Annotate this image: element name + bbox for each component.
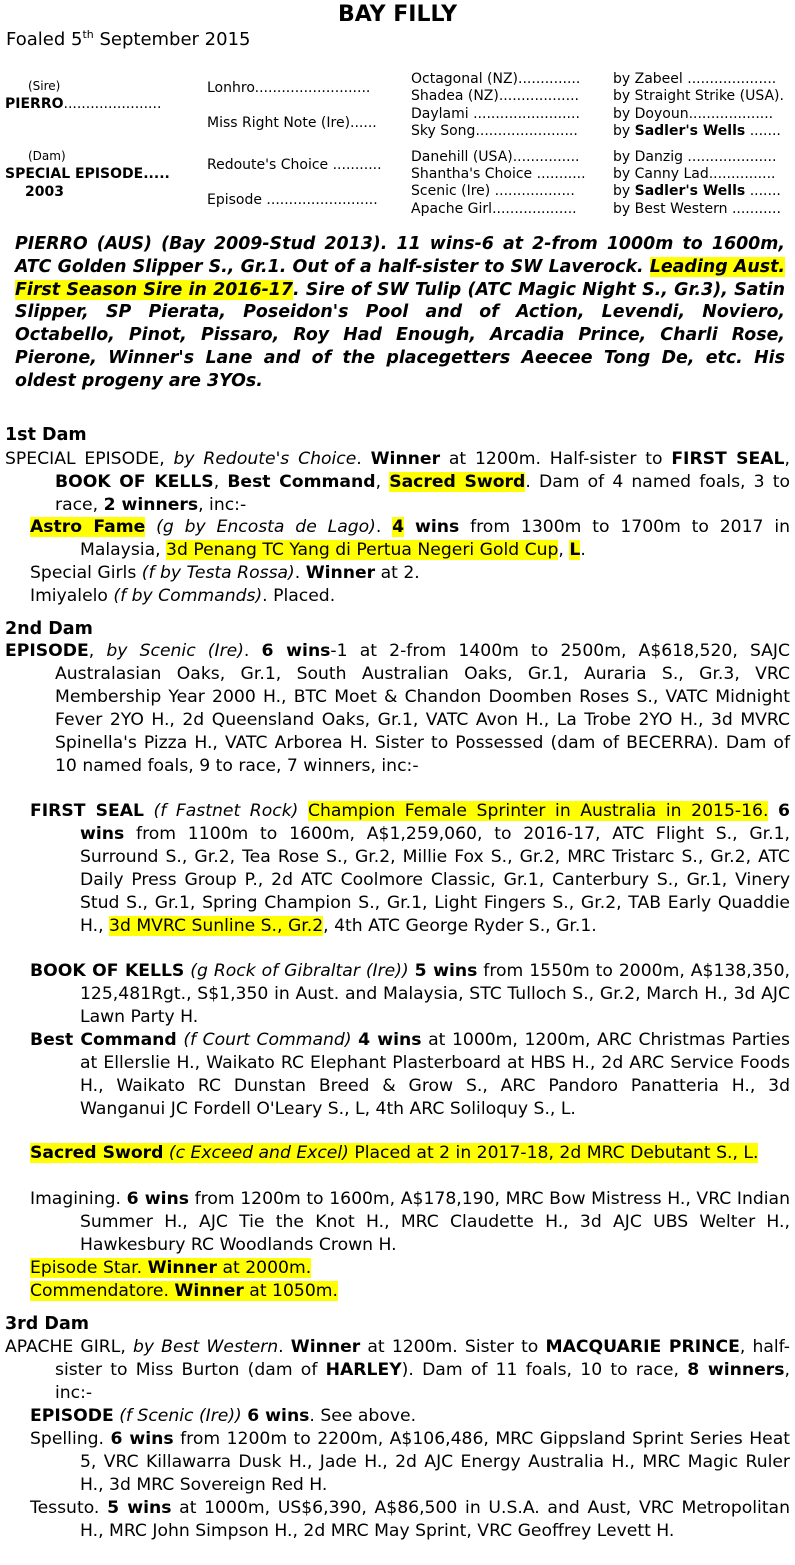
foaled-prefix: Foaled 5: [6, 29, 83, 50]
dam2-foal: Best Command (f Court Command) 4 wins at 1000m, 1200m, ARC Christmas Parties at Ellerslie H., Waikato RC Elephant Plasterboard at HBS H., 2d ARC Service Foods H., Waikato RC Dunstan Breed & Grow S., ARC Pandoro Panatteria H., 3d Wanganui JC Fordell O'Leary S., L, 4th ARC Soliloquy S., L.: [30, 1030, 790, 1119]
dam2-paragraph: EPISODE, by Scenic (Ire). 6 wins-1 at 2-from 1400m to 2500m, A$618,520, SAJC Australasian Oaks, Gr.1, South Australian Oaks, Gr.1, Auraria S., Gr.3, VRC Membership Year 2000 H., BTC Moet & Chandon Doomben Roses S., VATC Midnight Fever 2YO H., 2d Queensland Oaks, Gr.1, VATC Avon H., La Trobe 2YO H., 3d MVRC Spinella's Pizza H., VATC Arborea H. Sister to Possessed (dam of BECERRA). Dam of 10 named foals, 9 to race, 7 winners, inc:-: [5, 641, 790, 776]
foaled-suffix: September 2015: [93, 29, 251, 50]
pedigree-gen4-item: by Straight Strike (USA).: [613, 88, 784, 104]
dam2-foal: FIRST SEAL (f Fastnet Rock) Champion Female Sprinter in Australia in 2015-16. 6 wins from 1100m to 1600m, A$1,259,060, to 2016-17, ATC Flight S., Gr.1, Surround S., Gr.2, Tea Rose S., Gr.2, Millie Fox S., Gr.2, MRC Tristarc S., Gr.2, ATC Daily Press Group P., 2d ATC Coolmore Classic, Gr.1, Canterbury S., Gr.1, Vinery Stud S., Gr.1, Spring Champion S., Gr.1, Light Fingers S., Gr.2, TAB Early Quaddie H., 3d MVRC Sunline S., Gr.2, 4th ATC George Ryder S., Gr.1.: [30, 801, 790, 936]
dam2-foal: BOOK OF KELLS (g Rock of Gibraltar (Ire)) 5 wins from 1550m to 2000m, A$138,350, 125,481Rgt., S$1,350 in Aust. and Malaysia, STC Tulloch S., Gr.2, March H., 3d AJC Lawn Party H.: [30, 961, 790, 1027]
pedigree-gen4-item: by Doyoun...................: [613, 106, 774, 122]
pedigree-gen3-item: Scenic (Ire) ..................: [411, 183, 575, 199]
dam2-foal: Commendatore. Winner at 1050m.: [30, 1281, 338, 1301]
sire-label: (Sire): [28, 79, 61, 93]
dam1-foal: Astro Fame (g by Encosta de Lago). 4 wins from 1300m to 1700m to 2017 in Malaysia, 3d Penang TC Yang di Pertua Negeri Gold Cup, L.: [30, 517, 790, 560]
dam2-foal: Sacred Sword (c Exceed and Excel) Placed at 2 in 2017-18, 2d MRC Debutant S., L.: [30, 1143, 759, 1163]
pedigree-gen3-item: Shadea (NZ)..................: [411, 88, 579, 104]
dam3-foal: Spelling. 6 wins from 1200m to 2200m, A$106,486, MRC Gippsland Sprint Series Heat 5, VRC Killawarra Dusk H., Jade H., 2d AJC Energy Australia H., MRC Magic Ruler H., 3d MRC Sovereign Red H.: [30, 1429, 790, 1495]
pedigree-gen4-item: by Zabeel ....................: [613, 71, 777, 87]
pedigree-gen3-item: Octagonal (NZ)..............: [411, 71, 581, 87]
dam2-heading: 2nd Dam: [5, 619, 93, 639]
dam3-foal: EPISODE (f Scenic (Ire)) 6 wins. See above.: [30, 1406, 417, 1426]
dam-label: (Dam): [28, 149, 66, 163]
dam1-heading: 1st Dam: [5, 425, 87, 445]
pedigree-gen4-item: by Danzig ....................: [613, 149, 777, 165]
dam3-foal: Tessuto. 5 wins at 1000m, US$6,390, A$86,500 in U.S.A. and Aust, VRC Metropolitan H., MRC John Simpson H., 2d MRC May Sprint, VRC Geoffrey Levett H.: [30, 1498, 790, 1541]
dam1-paragraph: SPECIAL EPISODE, by Redoute's Choice. Winner at 1200m. Half-sister to FIRST SEAL, BOOK OF KELLS, Best Command, Sacred Sword. Dam of 4 named foals, 3 to race, 2 winners, inc:-: [5, 449, 790, 515]
pedigree-gen2-item: Miss Right Note (Ire)......: [207, 115, 377, 131]
dam-year: 2003: [25, 184, 64, 200]
dam2-foal: Imagining. 6 wins from 1200m to 1600m, A$178,190, MRC Bow Mistress H., VRC Indian Summer H., AJC Tie the Knot H., MRC Claudette H., 3d AJC UBS Welter H., Hawkesbury RC Woodlands Crown H.: [30, 1189, 790, 1255]
sire-name: PIERRO......................: [5, 96, 162, 112]
pedigree-gen4-item: by Best Western ...........: [613, 201, 781, 217]
pedigree-gen2-item: Episode .........................: [207, 192, 378, 208]
dam1-foal: Special Girls (f by Testa Rossa). Winner at 2.: [30, 563, 420, 583]
foaled-sup: th: [82, 28, 94, 41]
dam3-heading: 3rd Dam: [5, 1314, 89, 1334]
pedigree-gen2-item: Redoute's Choice ...........: [207, 157, 382, 173]
pedigree-gen3-item: Daylami ........................: [411, 106, 580, 122]
dam2-foal: Episode Star. Winner at 2000m.: [30, 1258, 312, 1278]
dam1-foal: Imiyalelo (f by Commands). Placed.: [30, 586, 336, 606]
pedigree-gen4-item: by Sadler's Wells .......: [613, 183, 781, 199]
foaled-date: [6, 28, 250, 50]
sire-paragraph: PIERRO (AUS) (Bay 2009-Stud 2013). 11 wins-6 at 2-from 1000m to 1600m, ATC Golden Slipper S., Gr.1. Out of a half-sister to SW Laverock. Leading Aust. First Season Sire in 2016-17. Sire of SW Tulip (ATC Magic Night S., Gr.3), Satin Slipper, SP Pierata, Poseidon's Pool and of Action, Levendi, Noviero, Octabello, Pinot, Pissaro, Roy Had Enough, Arcadia Prince, Charli Rose, Pierone, Winner's Lane and of the placegetters Aeecee Tong De, etc. His oldest progeny are 3YOs.: [15, 234, 786, 391]
pedigree-gen3-item: Sky Song.......................: [411, 123, 578, 139]
pedigree-gen2-item: Lonhro..........................: [207, 80, 371, 96]
dam3-paragraph: APACHE GIRL, by Best Western. Winner at 1200m. Sister to MACQUARIE PRINCE, half-sister to Miss Burton (dam of HARLEY). Dam of 11 foals, 10 to race, 8 winners, inc:-: [5, 1337, 790, 1403]
pedigree-gen3-item: Danehill (USA)...............: [411, 149, 580, 165]
pedigree-gen3-item: Apache Girl...................: [411, 201, 577, 217]
page-title: BAY FILLY: [337, 2, 458, 27]
pedigree-gen4-item: by Sadler's Wells .......: [613, 123, 781, 139]
dam-name: SPECIAL EPISODE.....: [5, 166, 170, 182]
pedigree-gen4-item: by Canny Lad...............: [613, 166, 776, 182]
pedigree-gen3-item: Shantha's Choice ...........: [411, 166, 586, 182]
sire-highlight: Leading Aust. First Season Sire in 2016-17: [15, 256, 785, 300]
